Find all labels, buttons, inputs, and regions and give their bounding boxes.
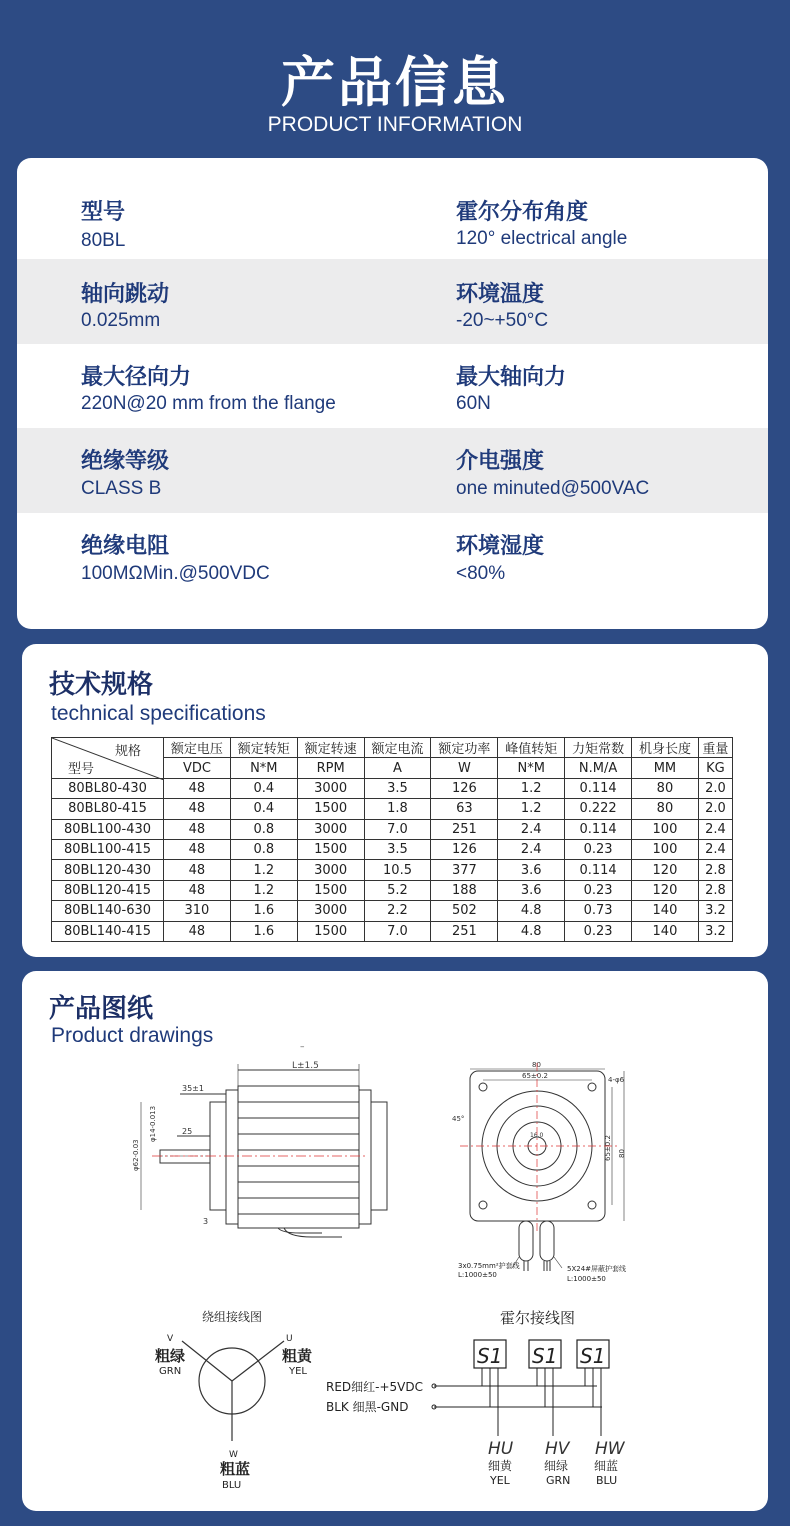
winding-u-cn: 粗黄 [282, 1347, 313, 1365]
info-value: <80% [456, 563, 506, 584]
side-pilot-dia: φ62-0.03 [132, 1139, 140, 1171]
table-cell: 7.0 [364, 819, 431, 839]
table-cell: 3.2 [698, 921, 732, 941]
corner-bottom-label: 型号 [68, 761, 95, 777]
winding-w-en: BLU [222, 1480, 242, 1491]
table-cell: 377 [431, 860, 498, 880]
side-view-drawing [132, 1042, 387, 1237]
front-dim-80: 80 [532, 1061, 541, 1069]
unit-cell: N*M [498, 758, 565, 778]
table-cell: 3000 [297, 860, 364, 880]
table-cell: 63 [431, 799, 498, 819]
table-cell: 5.2 [364, 880, 431, 900]
side-top-mark: – [300, 1042, 305, 1052]
table-cell: 0.23 [565, 880, 632, 900]
unit-cell: KG [698, 758, 732, 778]
table-cell: 2.8 [698, 880, 732, 900]
info-row [17, 344, 768, 429]
winding-v-en: GRN [159, 1366, 182, 1377]
table-row [52, 839, 733, 859]
hall-hw: HW [595, 1439, 625, 1459]
column-header: 峰值转矩 [498, 738, 565, 758]
table-row [52, 819, 733, 839]
winding-u: U [286, 1334, 293, 1344]
info-label: 绝缘等级 [81, 449, 170, 474]
spec-table [51, 737, 733, 942]
hall-blk-label: BLK 细黑-GND [326, 1400, 409, 1414]
table-cell: 2.8 [698, 860, 732, 880]
table-cell: 1.8 [364, 799, 431, 819]
table-row [52, 799, 733, 819]
page-header [0, 0, 790, 158]
table-cell: 1.6 [230, 901, 297, 921]
table-cell: 100 [632, 819, 699, 839]
table-cell: 502 [431, 901, 498, 921]
table-cell: 140 [632, 901, 699, 921]
table-cell: 126 [431, 839, 498, 859]
table-cell: 251 [431, 819, 498, 839]
side-dim-25: 25 [182, 1127, 193, 1136]
table-cell: 3000 [297, 778, 364, 798]
table-cell: 1500 [297, 839, 364, 859]
info-value: 0.025mm [81, 310, 161, 331]
table-cell: 7.0 [364, 921, 431, 941]
cable2-label: 5X24#屏蔽护套线 [567, 1265, 627, 1273]
section-subtitle: Product drawings [51, 1024, 214, 1047]
front-dim-80-v: 80 [618, 1149, 626, 1158]
hall-title: 霍尔接线图 [500, 1309, 576, 1327]
table-cell: 0.4 [230, 799, 297, 819]
front-dim-65-v: 65±0.2 [604, 1135, 612, 1161]
unit-cell: VDC [164, 758, 231, 778]
hall-sensor-3: S1 [580, 1344, 606, 1368]
product-drawings-card [22, 971, 768, 1511]
table-cell: 100 [632, 839, 699, 859]
hall-hw-cn: 细蓝 [594, 1459, 619, 1473]
page-subtitle: PRODUCT INFORMATION [267, 113, 523, 136]
hall-sensor-1: S1 [477, 1344, 503, 1368]
table-cell: 0.114 [565, 860, 632, 880]
cable1-length: L:1000±50 [458, 1271, 497, 1279]
info-label: 绝缘电阻 [81, 534, 170, 559]
info-label: 型号 [81, 200, 126, 225]
hall-sensor-2: S1 [532, 1344, 558, 1368]
winding-diagram [155, 1309, 313, 1491]
info-label: 环境温度 [456, 282, 545, 307]
column-header: 额定转速 [297, 738, 364, 758]
model-cell: 80BL100-430 [52, 819, 164, 839]
table-cell: 310 [164, 901, 231, 921]
hall-hu: HU [488, 1439, 514, 1459]
winding-v-cn: 粗绿 [155, 1347, 186, 1365]
column-header: 重量 [698, 738, 732, 758]
model-cell: 80BL140-415 [52, 921, 164, 941]
model-cell: 80BL120-430 [52, 860, 164, 880]
table-cell: 126 [431, 778, 498, 798]
info-label: 霍尔分布角度 [456, 200, 589, 225]
info-label: 轴向跳动 [81, 282, 170, 307]
table-cell: 48 [164, 819, 231, 839]
corner-cell [52, 738, 164, 779]
table-cell: 0.23 [565, 921, 632, 941]
table-row [52, 901, 733, 921]
section-title: 产品图纸 [49, 994, 154, 1024]
table-cell: 3.5 [364, 778, 431, 798]
table-cell: 1.6 [230, 921, 297, 941]
hall-hv: HV [545, 1439, 570, 1459]
table-cell: 48 [164, 921, 231, 941]
table-cell: 0.114 [565, 778, 632, 798]
table-cell: 48 [164, 860, 231, 880]
hall-hv-cn: 细绿 [544, 1459, 569, 1473]
table-cell: 120 [632, 860, 699, 880]
model-cell: 80BL80-415 [52, 799, 164, 819]
table-cell: 4.8 [498, 921, 565, 941]
table-cell: 1.2 [230, 860, 297, 880]
info-value: 80BL [81, 230, 126, 251]
table-cell: 1.2 [498, 778, 565, 798]
hall-hu-en: YEL [490, 1474, 510, 1487]
side-shaft-dia: φ14-0.013 [149, 1105, 157, 1142]
section-subtitle: technical specifications [51, 702, 266, 725]
side-dim-3: 3 [203, 1217, 209, 1226]
product-info-card [17, 158, 768, 629]
info-value: CLASS B [81, 478, 162, 499]
front-inner-dim: 16.0 [530, 1132, 544, 1139]
table-cell: 120 [632, 880, 699, 900]
info-value: -20~+50°C [456, 310, 549, 331]
table-cell: 4.8 [498, 901, 565, 921]
info-value: one minuted@500VAC [456, 478, 650, 499]
info-label: 最大轴向力 [456, 365, 567, 390]
column-header: 机身长度 [632, 738, 699, 758]
unit-cell: N.M/A [565, 758, 632, 778]
table-cell: 3000 [297, 819, 364, 839]
info-label: 环境湿度 [456, 534, 545, 559]
info-row [17, 513, 768, 598]
model-cell: 80BL80-430 [52, 778, 164, 798]
table-cell: 3.6 [498, 880, 565, 900]
table-cell: 3.5 [364, 839, 431, 859]
winding-title: 绕组接线图 [202, 1310, 263, 1324]
spec-table-body [52, 778, 733, 941]
table-row [52, 778, 733, 798]
cable2-length: L:1000±50 [567, 1275, 606, 1283]
table-cell: 0.23 [565, 839, 632, 859]
unit-cell: W [431, 758, 498, 778]
section-title: 技术规格 [49, 670, 154, 700]
column-header: 额定功率 [431, 738, 498, 758]
front-view-drawing [452, 1061, 626, 1271]
column-header: 力矩常数 [565, 738, 632, 758]
side-dim-35: 35±1 [182, 1084, 204, 1093]
table-cell: 2.4 [698, 819, 732, 839]
column-header: 额定电流 [364, 738, 431, 758]
hall-red-label: RED细红-+5VDC [326, 1380, 424, 1394]
info-row [17, 428, 768, 513]
winding-w: W [229, 1450, 238, 1460]
winding-u-en: YEL [289, 1366, 307, 1377]
info-value: 100MΩMin.@500VDC [81, 563, 270, 584]
info-row [17, 175, 768, 260]
table-cell: 0.8 [230, 819, 297, 839]
unit-cell: N*M [230, 758, 297, 778]
table-row [52, 880, 733, 900]
table-cell: 3000 [297, 901, 364, 921]
table-cell: 80 [632, 778, 699, 798]
table-cell: 1.2 [498, 799, 565, 819]
table-cell: 1.2 [230, 880, 297, 900]
table-cell: 3.2 [698, 901, 732, 921]
table-cell: 2.2 [364, 901, 431, 921]
front-angle-label: 45° [452, 1115, 465, 1123]
table-cell: 0.73 [565, 901, 632, 921]
table-header-row [52, 738, 733, 758]
table-cell: 0.114 [565, 819, 632, 839]
hall-diagram [326, 1309, 626, 1487]
info-value: 120° electrical angle [456, 228, 628, 249]
table-cell: 48 [164, 839, 231, 859]
side-length-label: L±1.5 [292, 1061, 319, 1071]
table-cell: 48 [164, 778, 231, 798]
table-cell: 10.5 [364, 860, 431, 880]
table-cell: 251 [431, 921, 498, 941]
table-cell: 2.4 [698, 839, 732, 859]
unit-cell: MM [632, 758, 699, 778]
unit-cell: A [364, 758, 431, 778]
info-label: 最大径向力 [81, 365, 192, 390]
cable1-label: 3x0.75mm²护套线 [458, 1262, 520, 1270]
table-cell: 2.4 [498, 839, 565, 859]
drawings-canvas [22, 971, 768, 1511]
column-header: 额定转矩 [230, 738, 297, 758]
table-cell: 188 [431, 880, 498, 900]
table-cell: 140 [632, 921, 699, 941]
model-cell: 80BL120-415 [52, 880, 164, 900]
table-cell: 0.222 [565, 799, 632, 819]
table-cell: 48 [164, 799, 231, 819]
front-holes-label: 4-φ6 [608, 1076, 625, 1084]
table-cell: 3.6 [498, 860, 565, 880]
table-cell: 2.0 [698, 778, 732, 798]
info-label: 介电强度 [456, 449, 545, 474]
table-cell: 80 [632, 799, 699, 819]
hall-hw-en: BLU [596, 1474, 618, 1487]
info-value: 60N [456, 393, 491, 414]
model-cell: 80BL140-630 [52, 901, 164, 921]
corner-top-label: 规格 [114, 744, 141, 759]
info-row [17, 259, 768, 344]
winding-w-cn: 粗蓝 [220, 1460, 251, 1478]
page-title: 产品信息 [281, 51, 509, 114]
model-cell: 80BL100-415 [52, 839, 164, 859]
column-header: 额定电压 [164, 738, 231, 758]
table-cell: 48 [164, 880, 231, 900]
table-cell: 2.0 [698, 799, 732, 819]
front-dim-65: 65±0.2 [522, 1072, 548, 1080]
table-row [52, 921, 733, 941]
hall-hv-en: GRN [546, 1474, 571, 1487]
table-cell: 2.4 [498, 819, 565, 839]
tech-spec-card [22, 644, 768, 957]
info-value: 220N@20 mm from the flange [81, 393, 336, 414]
winding-v: V [167, 1334, 174, 1344]
hall-hu-cn: 细黄 [488, 1459, 513, 1473]
table-cell: 1500 [297, 921, 364, 941]
table-cell: 0.8 [230, 839, 297, 859]
table-cell: 1500 [297, 799, 364, 819]
unit-cell: RPM [297, 758, 364, 778]
table-cell: 1500 [297, 880, 364, 900]
table-row [52, 860, 733, 880]
table-cell: 0.4 [230, 778, 297, 798]
